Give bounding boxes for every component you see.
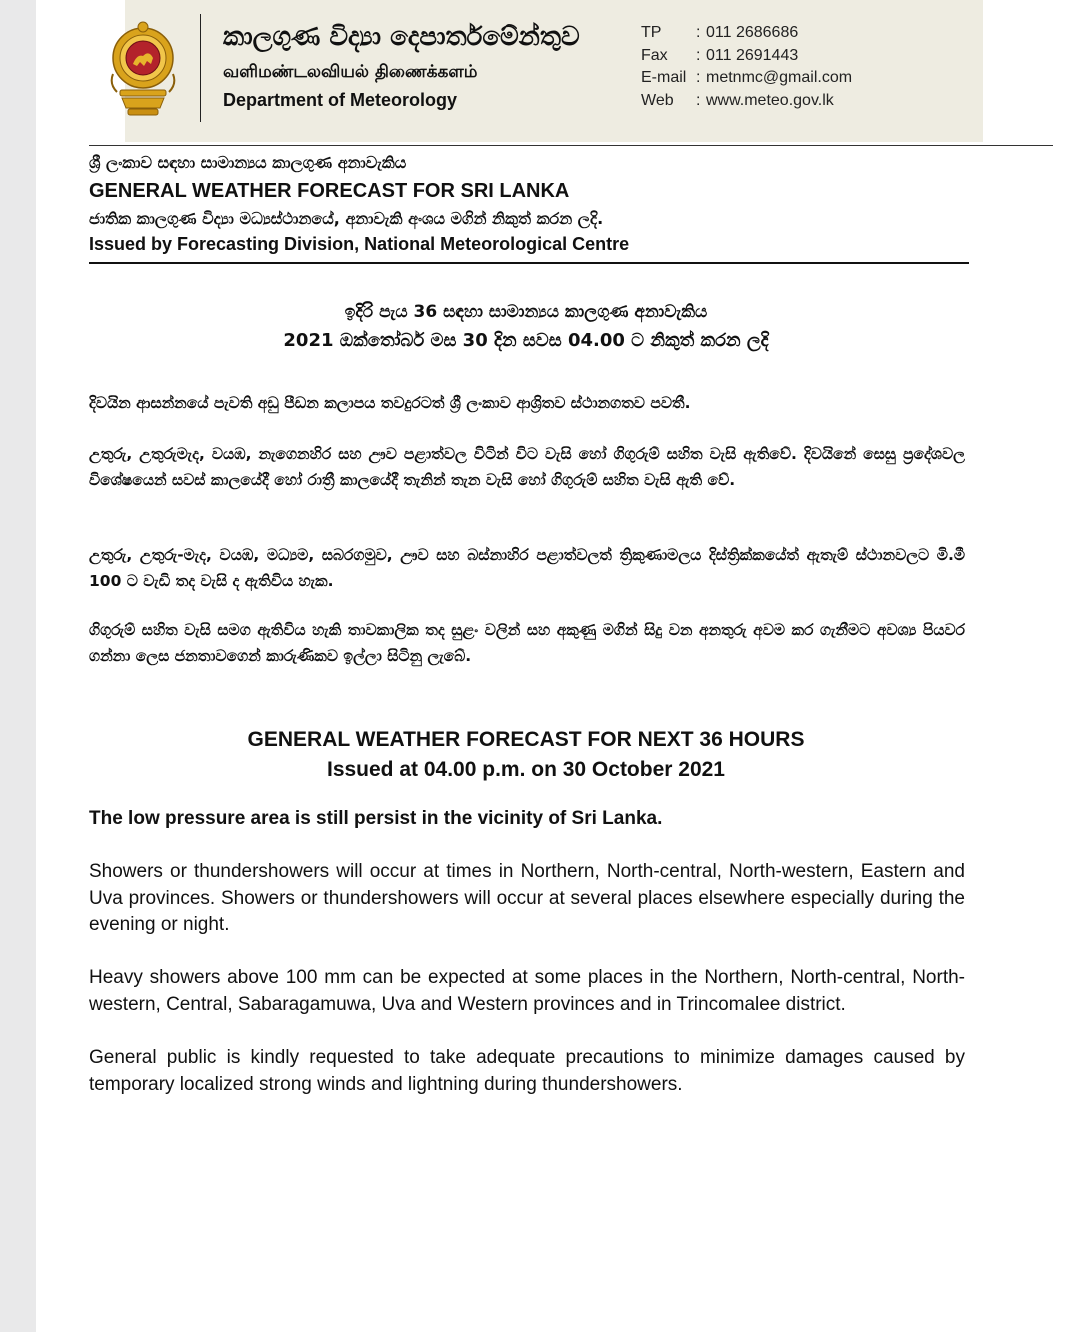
issued-by-english: Issued by Forecasting Division, National Meteorological Centre (89, 234, 630, 254)
english-paragraph: General public is kindly requested to take adequate precautions to minimize damages caused by temporary localized strong winds and lightning during thundershowers. (89, 1047, 965, 1095)
contact-value[interactable]: www.meteo.gov.lk (706, 91, 834, 109)
contact-fax: Fax : 011 2691443 (641, 46, 799, 64)
sinhala-paragraph: උතුරු, උතුරු-මැද, වයඹ, මධ්‍යම, සබරගමුව, ඌව සහ බස්නාහිර පළාත්වලත් ත්‍රිකුණාමලය දිස්ත්‍රික්කයේත් ඇතැම් ස්ථානවලට මි.මී 100 ට වැඩි තද වැසි ද ඇතිවිය හැක. (89, 546, 965, 590)
department-name-sinhala: කාලගුණ විද්‍යා දෙපාර්තමේන්තුව (223, 22, 580, 52)
issued-by-sinhala: ජාතික කාලගුණ විද්‍යා මධ්‍යස්ථානයේ, අනාවැකි අංශය මගින් නිකුත් කරන ලදි. (89, 209, 604, 228)
header-rule (89, 145, 1053, 146)
contact-value: 011 2691443 (706, 46, 799, 64)
english-paragraph: Heavy showers above 100 mm can be expected at some places in the Northern, North-central, North-western, Central, Sabaragamuwa, Uva and Western provinces and in Trincomalee district. (89, 967, 965, 1015)
sinhala-issued-time: 2021 ඔක්තෝබර් මස 30 දින සවස 04.00 ට නිකුත් කරන ලදි (283, 330, 769, 351)
english-issued-time: Issued at 04.00 p.m. on 30 October 2021 (326, 758, 725, 781)
sinhala-paragraph: උතුරු, උතුරුමැද, වයඹ, නැගෙනහිර සහ ඌව පළාත්වල විටින් විට වැසි හෝ ගිගුරුම් සහිත වැසි ඇතිවේ. දිවයිනේ සෙසු ප්‍රදේශවල විශේෂයෙන් සවස් කාලයේදී හෝ රාත්‍රී කාලයේදී තැනින් තැන වැසි හෝ ගිගුරුම් සහිත වැසි ඇති වේ. (89, 445, 965, 489)
title-rule (89, 262, 969, 264)
letterhead-divider (200, 14, 201, 122)
contact-label: Web (641, 91, 674, 109)
english-paragraph: The low pressure area is still persist in the vicinity of Sri Lanka. (89, 808, 663, 829)
sri-lanka-emblem-icon (106, 14, 180, 120)
contact-tp: TP : 011 2686686 (641, 24, 799, 41)
sinhala-forecast-heading: ඉදිරි පැය 36 සඳහා සාමාන්‍යය කාලගුණ අනාවැකිය (344, 302, 708, 322)
sinhala-paragraph: දිවයින ආසන්නයේ පැවති අඩු පීඩන කලාපය තවදුරටත් ශ්‍රී ලංකාව ආශ්‍රිතව ස්ථානගතව පවතී. (89, 394, 691, 412)
english-paragraph: Showers or thundershowers will occur at times in Northern, North-central, North-western, Eastern and Uva provinces. Showers or thundershowers will occur at several places elsewhere especially during the evening or night. (89, 861, 965, 935)
contact-email: E-mail : metnmc@gmail.com (641, 69, 853, 86)
contact-value: 011 2686686 (706, 24, 799, 41)
contact-label: TP (641, 24, 662, 41)
contact-label: E-mail (641, 69, 687, 86)
title-sinhala: ශ්‍රී ලංකාව සඳහා සාමාන්‍යය කාලගුණ අනාවැකිය (89, 153, 407, 172)
title-english: GENERAL WEATHER FORECAST FOR SRI LANKA (89, 180, 570, 202)
department-name-english: Department of Meteorology (223, 90, 458, 110)
contact-label: Fax (641, 46, 668, 64)
contact-web: Web : www.meteo.gov.lk (641, 91, 834, 109)
english-forecast-heading: GENERAL WEATHER FORECAST FOR NEXT 36 HOURS (247, 728, 805, 751)
contact-block (641, 24, 852, 114)
sinhala-paragraph: ගිගුරුම් සහිත වැසි සමග ඇතිවිය හැකි තාවකාලික තද සුළං වලින් සහ අකුණු මගින් සිදු වන අනතුරු අවම කර ගැනීමට අවශ්‍ය පියවර ගන්නා ලෙස ජනතාවගෙන් කාරුණිකව ඉල්ලා සිටිනු ලැබේ. (89, 621, 965, 665)
department-name-tamil: வளிமண்டலவியல் திணைக்களம் (223, 62, 478, 82)
contact-value[interactable]: metnmc@gmail.com (706, 69, 853, 86)
